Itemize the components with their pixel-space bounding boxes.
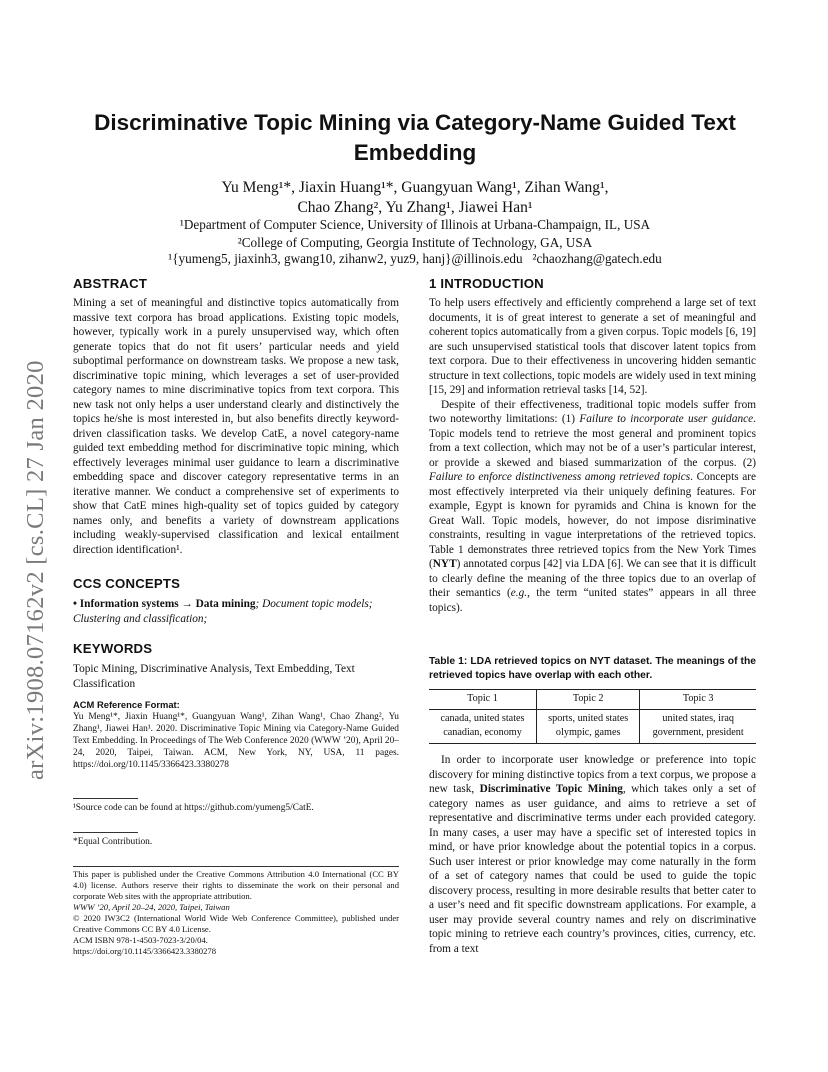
intro-continued [429, 753, 756, 956]
keywords-section [73, 641, 399, 691]
license-isbn: ACM ISBN 978-1-4503-7023-3/20/04. [73, 935, 208, 945]
table-cell: canadian, economy [429, 726, 537, 743]
author-line-2: Chao Zhang², Yu Zhang¹, Jiawei Han¹ [297, 199, 533, 216]
author-emails: ¹{yumeng5, jiaxinh3, gwang10, zihanw2, yuz9, hanj}@illinois.edu ²chaozhang@gatech.edu [168, 251, 662, 266]
intro-paragraph-3: In order to incorporate user knowledge or preference into topic discovery for mining distinctive topics from a text corpus, we propose a new task, Discriminative Topic Mining, which takes only a set of category names as user guidance, and aims to retrieve a set of representative and discriminative terms under each provided category. In many cases, a user may have a specific set of interested topics in mind, or have prior knowledge about the potential topics in a corpus. Such user interest or prior knowledge may come naturally in the form of a set of category names that could be used to guide the topic discovery process, resulting in more desirable results that better cater to a user’s need and fit specific downstream applications. For example, a user may provide several country names and rely on discriminative topic mining to retrieve each country’s provinces, cities, currency, etc. from a text [429, 754, 756, 955]
ccs-rest: ; Document topic models; Clustering and classification; [73, 598, 373, 625]
abstract-section [73, 276, 399, 557]
table-1-block [429, 655, 756, 744]
table-header-cell: Topic 1 [429, 690, 537, 710]
author-line-1: Yu Meng¹*, Jiaxin Huang¹*, Guangyuan Wang¹, Zihan Wang¹, [221, 179, 609, 196]
affiliation-1: ¹Department of Computer Science, University of Illinois at Urbana-Champaign, IL, USA [179, 217, 651, 232]
table-cell: canada, united states [440, 712, 525, 724]
ccs-section [73, 576, 399, 626]
footnote-source-code: ¹Source code can be found at https://github.com/yumeng5/CatE. [73, 803, 314, 813]
license-doi: https://doi.org/10.1145/3366423.3380278 [73, 946, 216, 956]
table-cell: olympic, games [537, 726, 640, 743]
intro-paragraph-2: Despite of their effectiveness, traditional topic models suffer from two noteworthy limitations: (1) Failure to incorporate user guidance. Topic models tend to retrieve the most general and prominent topics from a text collection, which may not be of a user’s particular interest, or provide a skewed and biased summarization of the corpus. (2) Failure to enforce distinctiveness among retrieved topics. Concepts are most effectively interpreted via their uniquely defining features. For example, Egypt is known for pyramids and China is known for the Great Wall. Topic models, however, do not impose disriminative constraints, resulting in vague interpretations of the retrieved topics. Table 1 demonstrates three retrieved topics from the New York Times (NYT) annotated corpus [42] via LDA [6]. We can see that it is difficult to clearly define the meaning of the three topics due to an overlap of their semantics (e.g., the term “united states” appears in all three topics). [429, 398, 756, 614]
footnote-rule-2 [73, 832, 138, 833]
abstract-heading: ABSTRACT [73, 276, 148, 291]
keywords-text: Topic Mining, Discriminative Analysis, Text Embedding, Text Classification [73, 663, 355, 690]
acm-reference-heading: ACM Reference Format: [73, 699, 180, 710]
arxiv-side-label: arXiv:1908.07162v2 [cs.CL] 27 Jan 2020 [22, 360, 49, 780]
footnote-equal-contribution: *Equal Contribution. [73, 837, 153, 847]
table-header-cell: Topic 3 [640, 690, 756, 710]
table-header-cell: Topic 2 [537, 690, 640, 710]
table-cell: united states, iraq [640, 709, 756, 726]
table-header-row [429, 690, 756, 710]
keywords-heading: KEYWORDS [73, 641, 153, 656]
table-row [429, 726, 756, 743]
acm-reference-text: Yu Meng¹*, Jiaxin Huang¹*, Guangyuan Wang¹, Zihan Wang¹, Chao Zhang², Yu Zhang¹, Jiawei Han¹. 2020. Discriminative Topic Mining via Category-Name Guided Text Embedding. In Proceedings of The Web Conference 2020 (WWW ’20), April 20–24, 2020, Taipei, Taiwan. ACM, New York, NY, USA, 11 pages. https://doi.org/10.1145/3366423.3380278 [73, 712, 399, 770]
footnote-rule [73, 798, 138, 799]
ccs-bullet: • Information systems → Data mining [73, 598, 256, 610]
license-copyright: © 2020 IW3C2 (International World Wide Web Conference Committee), published under Creative Commons CC BY 4.0 License. [73, 913, 399, 934]
license-block [73, 869, 399, 957]
author-list [90, 178, 740, 218]
introduction-section [429, 276, 756, 615]
affiliation-2: ²College of Computing, Georgia Institute of Technology, GA, USA [237, 235, 593, 250]
abstract-text: Mining a set of meaningful and distinctive topics automatically from massive text corpora has broad applications. Existing topic models, however, typically work in a purely unsupervised way, which often generate topics that do not fit users’ particular needs and yield suboptimal performance on downstream tasks. We propose a new task, discriminative topic mining, which leverages a set of user-provided category names to mine discriminative topics from text corpora. This new task not only helps a user understand clearly and distinctively the topics he/she is most interested in, but also benefits directly keyword-driven classification tasks. We develop CatE, a novel category-name guided text embedding method for discriminative topic mining, which effectively leverages minimal user guidance to learn a discriminative embedding space and discover category representative terms in an iterative manner. We conduct a comprehensive set of experiments to show that CatE mines high-quality set of topics guided by category names only, and benefits a variety of downstream applications including weakly-supervised classification and lexical entailment direction identification¹. [73, 297, 399, 556]
paper-title: Discriminative Topic Mining via Category-Name Guided Text Embedding [94, 110, 736, 165]
ccs-heading: CCS CONCEPTS [73, 576, 181, 591]
license-text: This paper is published under the Creative Commons Attribution 4.0 International (CC BY 4.0) license. Authors reserve their rights to disseminate the work on their personal and corporate Web sites with the appropriate attribution. [73, 869, 399, 901]
ccs-text [73, 597, 399, 626]
introduction-heading: 1 INTRODUCTION [429, 276, 544, 291]
acm-reference-section [73, 699, 399, 771]
table-cell: sports, united states [537, 709, 640, 726]
table-1 [429, 689, 756, 744]
license-venue: WWW ’20, April 20–24, 2020, Taipei, Taiwan [73, 902, 230, 912]
intro-paragraph-1: To help users effectively and efficiently comprehend a large set of text documents, it is of great interest to generate a set of meaningful and coherent topics automatically from a given corpus. Topic models [6, 19] are such unsupervised statistical tools that discover latent topics from text corpora. Due to their effectiveness in uncovering hidden semantic structure in text collections, topic models are widely used in text mining [15, 29] and information retrieval tasks [14, 52]. [429, 297, 756, 396]
table-cell: government, president [640, 726, 756, 743]
table-1-caption: Table 1: LDA retrieved topics on NYT dataset. The meanings of the retrieved topics have overlap with each other. [429, 656, 756, 681]
license-rule [73, 866, 399, 867]
table-row [429, 709, 756, 726]
